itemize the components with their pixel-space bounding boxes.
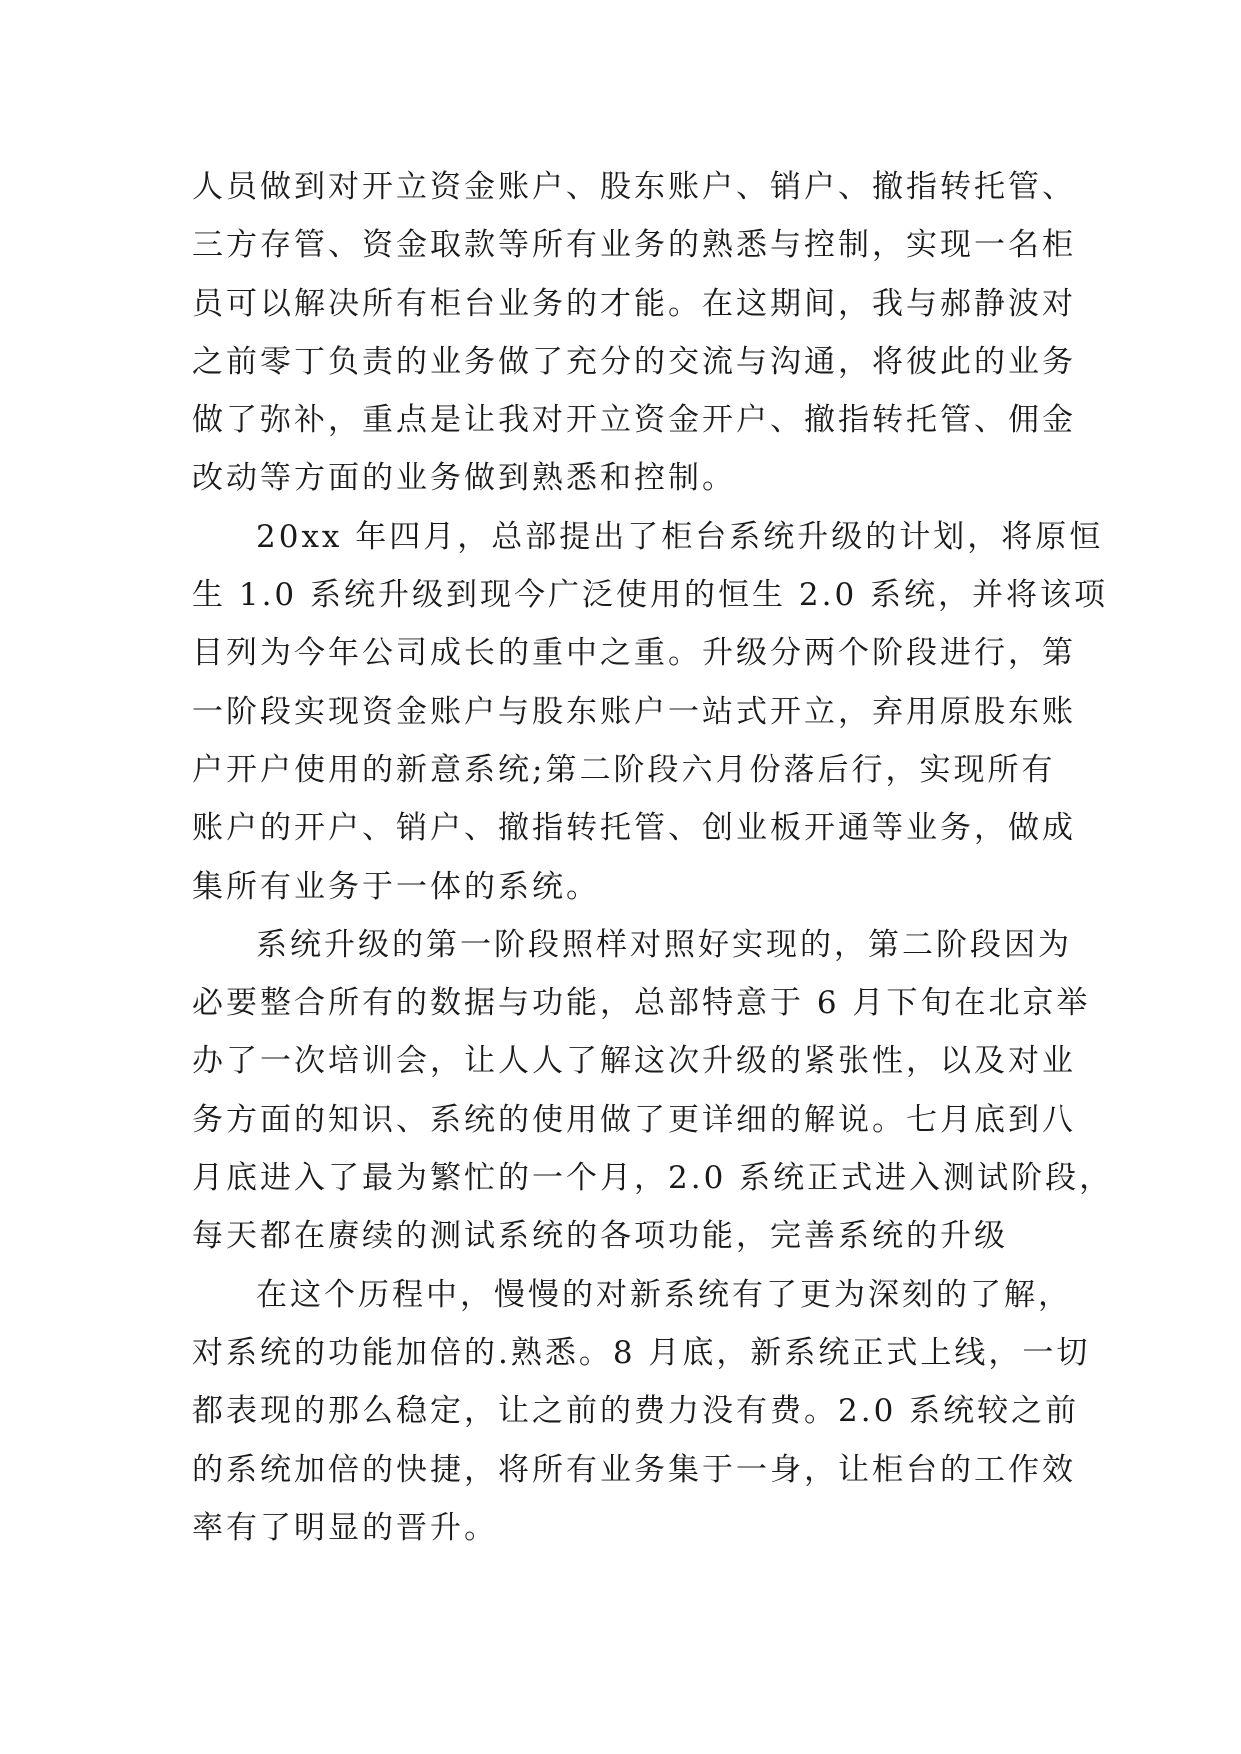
text-line: 都表现的那么稳定，让之前的费力没有费。2.0 系统较之前 [192,1393,1080,1430]
text-line: 系统升级的第一阶段照样对照好实现的，第二阶段因为 [256,926,1072,963]
text-line: 一阶段实现资金账户与股东账户一站式开立，弃用原股东账 [192,693,1076,730]
text-line: 必要整合所有的数据与功能，总部特意于 6 月下旬在北京举 [192,985,1091,1022]
text-line: 的系统加倍的快捷，将所有业务集于一身，让柜台的工作效 [192,1451,1076,1488]
text-line: 每天都在赓续的测试系统的各项功能，完善系统的升级 [192,1218,1008,1255]
text-line: 户开户使用的新意系统;第二阶段六月份落后行，实现所有 [192,751,1056,788]
paragraph-3 [192,916,1114,1266]
paragraph-2 [192,508,1109,916]
text-line: 务方面的知识、系统的使用做了更详细的解说。七月底到八 [192,1101,1076,1138]
text-line: 月底进入了最为繁忙的一个月，2.0 系统正式进入测试阶段， [192,1160,1114,1197]
text-line: 率有了明显的晋升。 [192,1509,498,1546]
text-line: 集所有业务于一体的系统。 [192,868,600,905]
document-body [192,158,1114,1557]
text-line: 做了弥补，重点是让我对开立资金开户、撤指转托管、佣金 [192,402,1076,439]
text-line: 对系统的功能加倍的.熟悉。8 月底，新系统正式上线，一切 [192,1334,1091,1371]
text-line: 办了一次培训会，让人人了解这次升级的紧张性，以及对业 [192,1043,1076,1080]
text-line: 员可以解决所有柜台业务的才能。在这期间，我与郝静波对 [192,285,1076,322]
text-line: 在这个历程中，慢慢的对新系统有了更为深刻的了解， [256,1276,1072,1313]
text-line: 目列为今年公司成长的重中之重。升级分两个阶段进行，第 [192,635,1076,672]
text-line: 账户的开户、销户、撤指转托管、创业板开通等业务，做成 [192,810,1076,847]
text-line: 人员做到对开立资金账户、股东账户、销户、撤指转托管、 [192,169,1076,205]
text-line: 20xx 年四月，总部提出了柜台系统升级的计划，将原恒 [256,518,1104,555]
text-line: 之前零丁负责的业务做了充分的交流与沟通，将彼此的业务 [192,343,1076,380]
text-line: 改动等方面的业务做到熟悉和控制。 [192,460,736,497]
text-line: 三方存管、资金取款等所有业务的熟悉与控制，实现一名柜 [192,227,1076,264]
paragraph-1 [192,158,1076,508]
paragraph-4 [192,1266,1091,1557]
text-line: 生 1.0 系统升级到现今广泛使用的恒生 2.0 系统，并将该项 [192,577,1109,614]
